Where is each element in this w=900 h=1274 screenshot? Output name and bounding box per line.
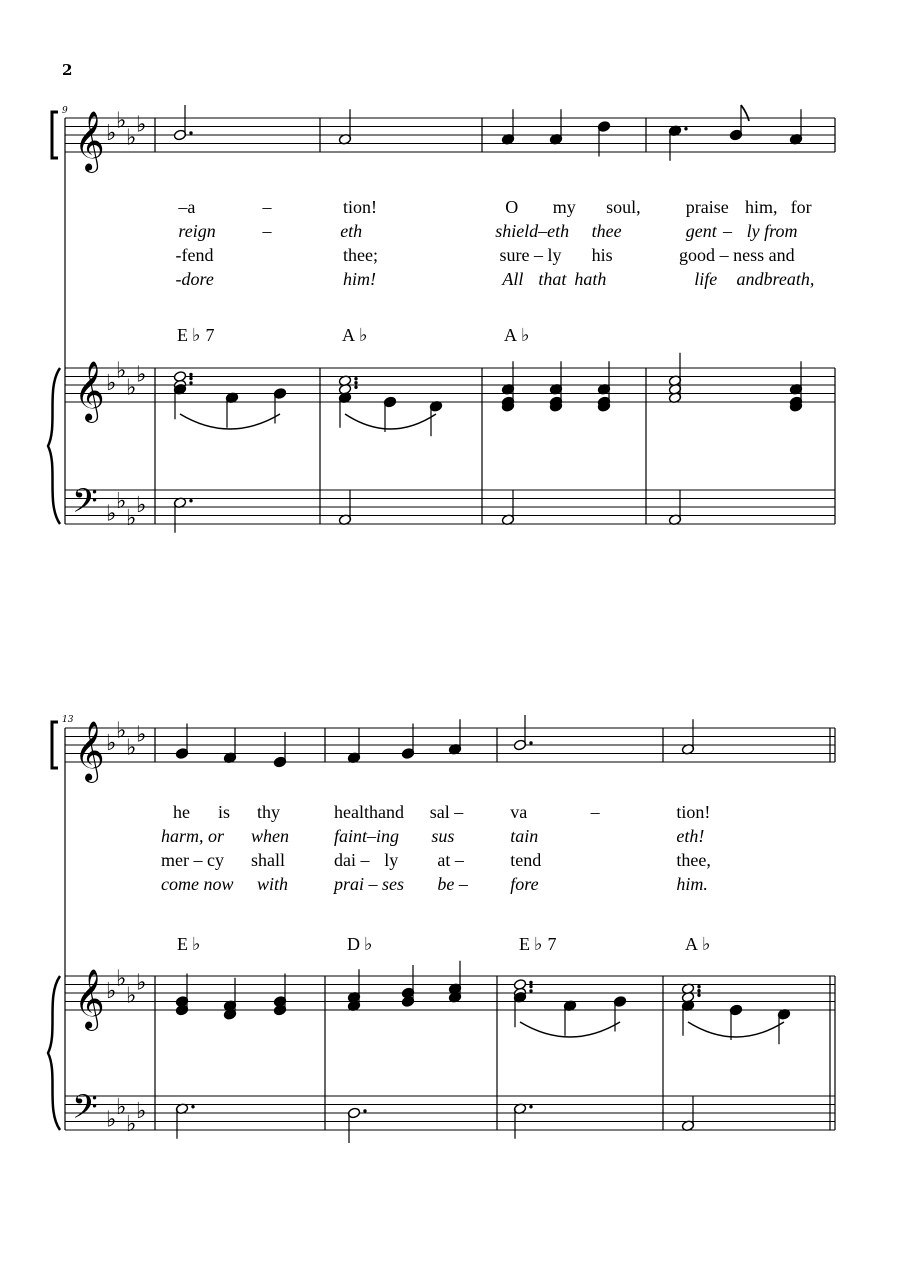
dot [529,741,532,744]
chord-symbol [177,325,215,345]
lyric-syllable: va [510,802,528,822]
piano-brace [48,368,60,524]
lyric-syllable: harm, or [161,826,225,846]
lyric-syllable: –a [178,197,196,217]
chord-extension: 7 [547,934,557,954]
lyric-syllable: my [552,197,576,217]
flat-icon: ♭ [136,112,147,138]
lyric-syllable: andbreath, [736,269,815,289]
bass-clef-icon: 𝄢 [72,482,98,529]
lyric-syllable: thee, [676,850,711,870]
dot [697,989,700,992]
lyric-syllable: All [502,269,524,289]
lyric-syllable: dai – [334,850,370,870]
chord-note [513,979,526,991]
lyric-syllable: life [694,269,718,289]
lyric-syllable: thee; [343,245,379,265]
flat-icon: ♭ [106,371,117,396]
chord-note [173,371,186,383]
chord-accidental: ♭ [364,934,373,954]
flat-icon: ♭ [116,488,127,514]
lyric-syllable: prai – ses [334,874,405,894]
flat-icon: ♭ [126,125,137,151]
lyric-syllable: eth! [676,826,705,846]
chord-root: E [519,934,530,954]
lyric-syllable: -fend [175,245,214,265]
chord-symbol [519,934,557,954]
lyric-syllable: he [173,802,190,822]
chord-root: E [177,325,188,345]
treble-clef-icon: 𝄞 [74,721,105,781]
chord-root: D [347,934,360,954]
lyric-syllable: come now [161,874,234,894]
slur [180,414,280,429]
flat-icon: ♭ [106,121,117,146]
lyric-syllable: good [679,245,716,265]
lyric-syllable: – [590,802,600,822]
dot [697,985,700,988]
chord-accidental: ♭ [192,934,201,954]
flag [741,105,749,121]
flat-icon: ♭ [116,358,127,384]
dot [354,386,357,389]
lyric-syllable: soul, [606,197,641,217]
lyric-syllable: gent [685,221,717,241]
lyric-syllable: his [591,245,613,265]
chord-root: A [504,325,517,345]
flat-icon: ♭ [136,722,147,748]
lyric-syllable: sal – [429,802,464,822]
flat-icon: ♭ [116,108,127,134]
lyric-syllable: eth [340,221,363,241]
dot [189,377,192,380]
flat-icon: ♭ [106,1107,117,1133]
dot [189,499,192,502]
lyric-syllable: tion! [343,197,378,217]
dot [697,994,700,997]
lyric-syllable: O [505,197,519,217]
chord-root: A [342,325,355,345]
lyric-syllable: – [262,221,272,241]
lyric-syllable: -dore [175,269,214,289]
flat-icon: ♭ [116,718,127,744]
lyric-syllable: at – [437,850,464,870]
chord-root: E [177,934,188,954]
chord-accidental: ♭ [521,325,530,345]
dot [529,1105,532,1108]
chord-extension: 7 [205,325,215,345]
lyric-syllable: with [257,874,289,894]
lyric-syllable: tion! [676,802,711,822]
bass-clef-icon: 𝄢 [72,1088,98,1135]
lyric-syllable: thy [257,802,281,822]
system-2 [48,715,835,1143]
flat-icon: ♭ [126,375,137,401]
chord-symbol [177,934,201,954]
lyric-syllable: that [538,269,567,289]
staff-bracket [52,722,58,768]
chord-accidental: ♭ [359,325,368,345]
lyric-syllable: be – [437,874,468,894]
slur [688,1022,784,1037]
chord-symbol [347,934,373,954]
lyric-syllable: – ness and [719,245,795,265]
lyric-syllable: hath [574,269,607,289]
lyric-syllable: fore [510,874,539,894]
piano-brace [48,976,60,1130]
flat-icon: ♭ [116,966,127,992]
lyric-syllable: healthand [334,802,405,822]
lyric-syllable: faint–ing [334,826,400,846]
dot [189,131,192,134]
chord-symbol [504,325,530,345]
lyric-syllable: shield–eth [495,221,570,241]
lyric-syllable: for [790,197,812,217]
flat-icon: ♭ [136,493,147,518]
lyric-syllable: ly [384,850,399,870]
chord-symbol [685,934,711,954]
measure-number: 13 [62,715,74,725]
flat-icon: ♭ [136,970,147,996]
chord-accidental: ♭ [534,934,543,954]
lyric-syllable: mer – cy [161,850,224,870]
chord-symbol [342,325,368,345]
dot [529,981,532,984]
slur [345,414,436,429]
flat-icon: ♭ [126,983,137,1009]
dot [529,989,532,992]
page-number: 2 [62,61,73,79]
lyric-syllable: sus [431,826,455,846]
lyric-syllable: shall [251,850,285,870]
measure-number: 9 [62,106,68,116]
lyric-syllable: thee [591,221,622,241]
flat-icon: ♭ [136,362,147,388]
flat-icon: ♭ [106,979,117,1004]
dot [354,377,357,380]
dot [363,1109,366,1112]
flat-icon: ♭ [106,731,117,756]
lyric-syllable: – [722,221,732,241]
staff-bracket [52,112,58,158]
treble-clef-icon: 𝄞 [74,111,105,171]
lyric-syllable: sure – ly [499,245,562,265]
treble-clef-icon: 𝄞 [74,969,105,1029]
flat-icon: ♭ [136,1099,147,1124]
lyric-syllable: is [218,802,231,822]
flat-icon: ♭ [126,505,137,531]
lyric-syllable: him! [343,269,377,289]
chord-accidental: ♭ [192,325,201,345]
flat-icon: ♭ [116,1094,127,1120]
lyric-syllable: tend [510,850,542,870]
dot [191,1105,194,1108]
lyric-syllable: him. [676,874,708,894]
slur [520,1022,620,1037]
lyric-syllable: reign [178,221,216,241]
flat-icon: ♭ [106,501,117,527]
flat-icon: ♭ [126,1111,137,1137]
lyric-syllable: ly from [746,221,798,241]
dot [189,373,192,376]
dot [189,381,192,384]
dot [354,381,357,384]
lyric-syllable: tain [510,826,539,846]
dot [529,985,532,988]
lyric-syllable: – [262,197,272,217]
chord-root: A [685,934,698,954]
treble-clef-icon: 𝄞 [74,361,105,421]
dot [684,127,687,130]
flat-icon: ♭ [126,735,137,761]
chord-accidental: ♭ [702,934,711,954]
lyric-syllable: when [251,826,289,846]
lyric-syllable: him, [744,197,778,217]
lyric-syllable: praise [685,197,729,217]
system-1 [48,105,835,533]
